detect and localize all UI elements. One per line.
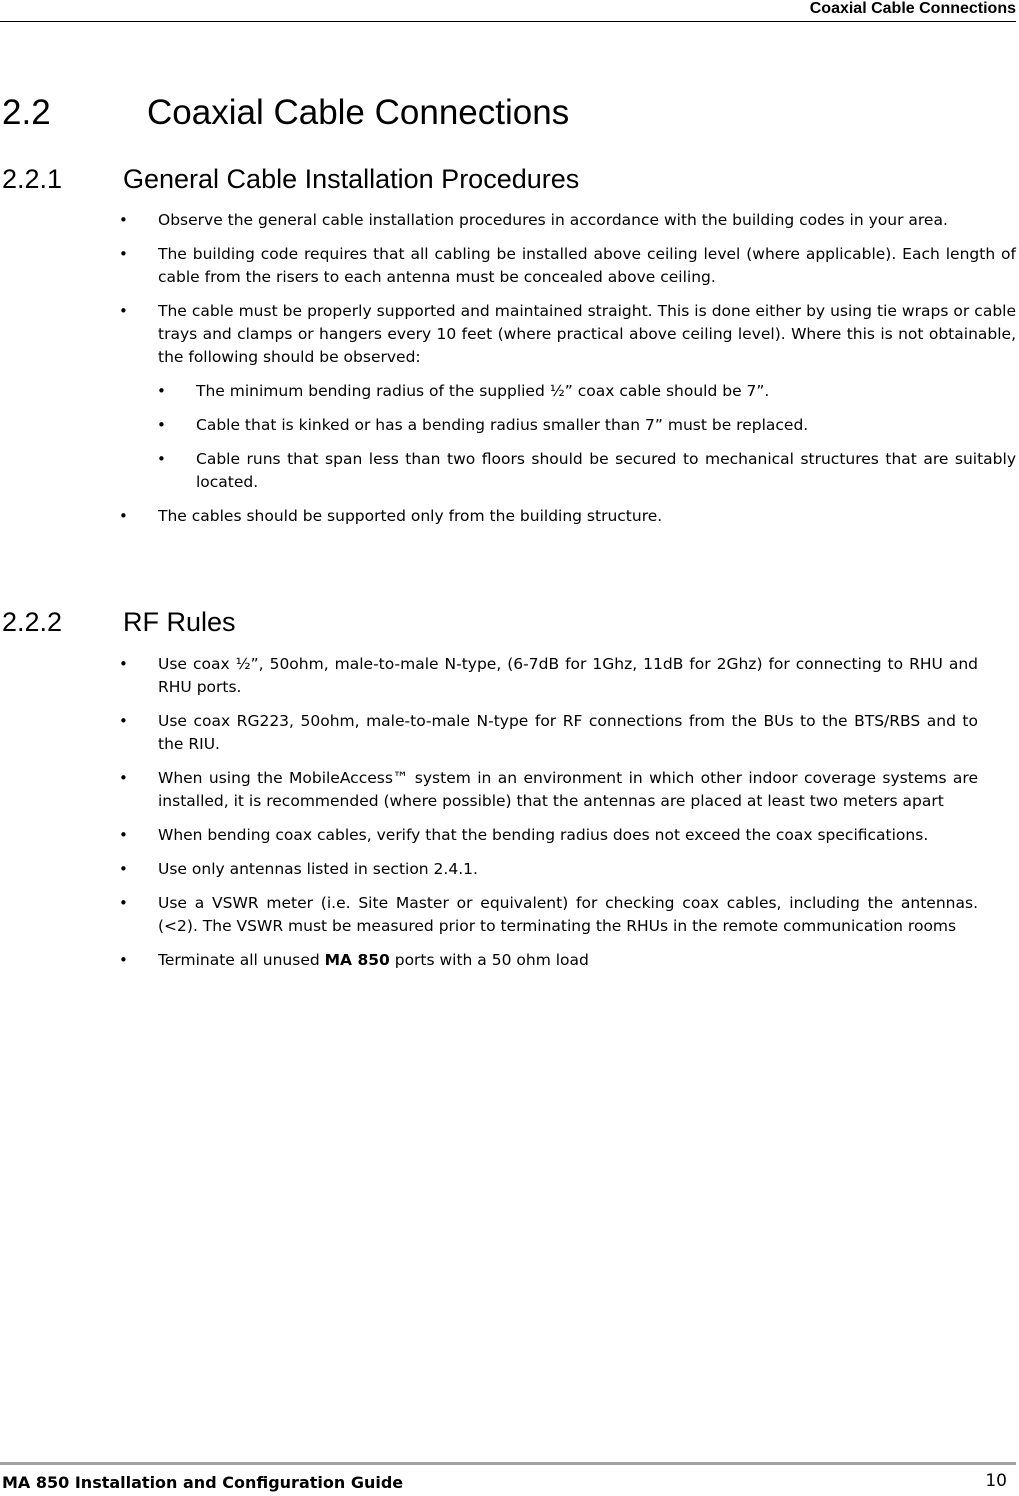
bullet: •	[119, 894, 128, 912]
bullet: •	[157, 416, 166, 434]
bullet: •	[119, 860, 128, 878]
bullet: •	[119, 507, 128, 525]
list-item-text: Use coax RG223, 50ohm, male-to-male N-type for RF connections from the BUs to the BTS/RBS and to the RIU.	[158, 712, 978, 753]
list-item	[0, 710, 978, 756]
list-item-text: Use only antennas listed in section 2.4.1.	[158, 860, 478, 878]
sub-list-item	[0, 448, 1016, 494]
subsection-heading-rf-rules	[2, 606, 236, 638]
subsection-title: RF Rules	[123, 607, 236, 637]
list-item-text: The minimum bending radius of the supplied ½” coax cable should be 7”.	[196, 382, 770, 400]
list-item-text: The cable must be properly supported and maintained straight. This is done either by using tie wraps or cable trays and clamps or hangers every 10 feet (where practical above ceiling level). Where this is not obtainable, the following should be observed:	[158, 302, 1016, 366]
subsection-number: 2.2.1	[2, 164, 63, 194]
list-item	[0, 505, 1016, 528]
list-item	[0, 653, 978, 699]
subsection-heading-general	[2, 163, 579, 195]
list-item-text: The building code requires that all cabling be installed above ceiling level (where applicable). Each length of cable from the risers to each antenna must be concealed above ceiling.	[158, 245, 1016, 286]
list-item-text: When using the MobileAccess™ system in an environment in which other indoor coverage systems are installed, it is recommended (where possible) that the antennas are placed at least two meters apart	[158, 769, 978, 810]
bullet: •	[157, 450, 166, 468]
bullet: •	[119, 655, 128, 673]
bullet: •	[119, 951, 128, 969]
footer-rule	[0, 1462, 1016, 1465]
subsection-title: General Cable Installation Procedures	[123, 164, 580, 194]
page-number: 10	[985, 1471, 1007, 1491]
bullet: •	[119, 245, 128, 263]
list-item-text: The cables should be supported only from the building structure.	[158, 507, 663, 525]
list-item-text: Use a VSWR meter (i.e. Site Master or equivalent) for checking coax cables, including the antennas. (<2). The VSWR must be measured prior to terminating the RHUs in the remote communication rooms	[158, 894, 978, 935]
list-item	[0, 767, 978, 813]
list-item-text: When bending coax cables, verify that the bending radius does not exceed the coax specifications.	[158, 826, 929, 844]
text-prefix: Terminate all unused	[158, 951, 325, 969]
section-number: 2.2	[2, 93, 51, 132]
bullet: •	[119, 211, 128, 229]
sub-list-item	[0, 414, 1016, 437]
list-item	[0, 300, 1016, 369]
list-item	[0, 892, 978, 938]
list-item-text: Use coax ½”, 50ohm, male-to-male N-type, (6-7dB for 1Ghz, 11dB for 2Ghz) for connecting to RHU and RHU ports.	[158, 655, 978, 696]
subsection-number: 2.2.2	[2, 607, 63, 637]
list-item-text: Cable runs that span less than two floors should be secured to mechanical structures that are suitably located.	[196, 450, 1016, 491]
list-item	[0, 949, 978, 972]
footer-guide-title: MA 850 Installation and Configuration Guide	[2, 1473, 404, 1492]
list-item-text: Cable that is kinked or has a bending radius smaller than 7” must be replaced.	[196, 416, 809, 434]
text-suffix: ports with a 50 ohm load	[389, 951, 589, 969]
bullet: •	[157, 382, 166, 400]
list-item-text	[158, 949, 978, 972]
running-header: Coaxial Cable Connections	[0, 0, 1016, 22]
list-item-text: Observe the general cable installation procedures in accordance with the building codes in your area.	[158, 211, 948, 229]
bullet: •	[119, 302, 128, 320]
rf-rules-list	[0, 653, 978, 983]
general-procedures-list	[0, 209, 1016, 539]
bullet: •	[119, 769, 128, 787]
product-name: MA 850	[324, 951, 390, 969]
sub-list-item	[0, 380, 1016, 403]
list-item	[0, 243, 1016, 289]
list-item	[0, 209, 1016, 232]
list-item	[0, 824, 978, 847]
section-title: Coaxial Cable Connections	[147, 93, 570, 132]
bullet: •	[119, 712, 128, 730]
section-heading	[2, 92, 569, 134]
bullet: •	[119, 826, 128, 844]
list-item	[0, 858, 978, 881]
